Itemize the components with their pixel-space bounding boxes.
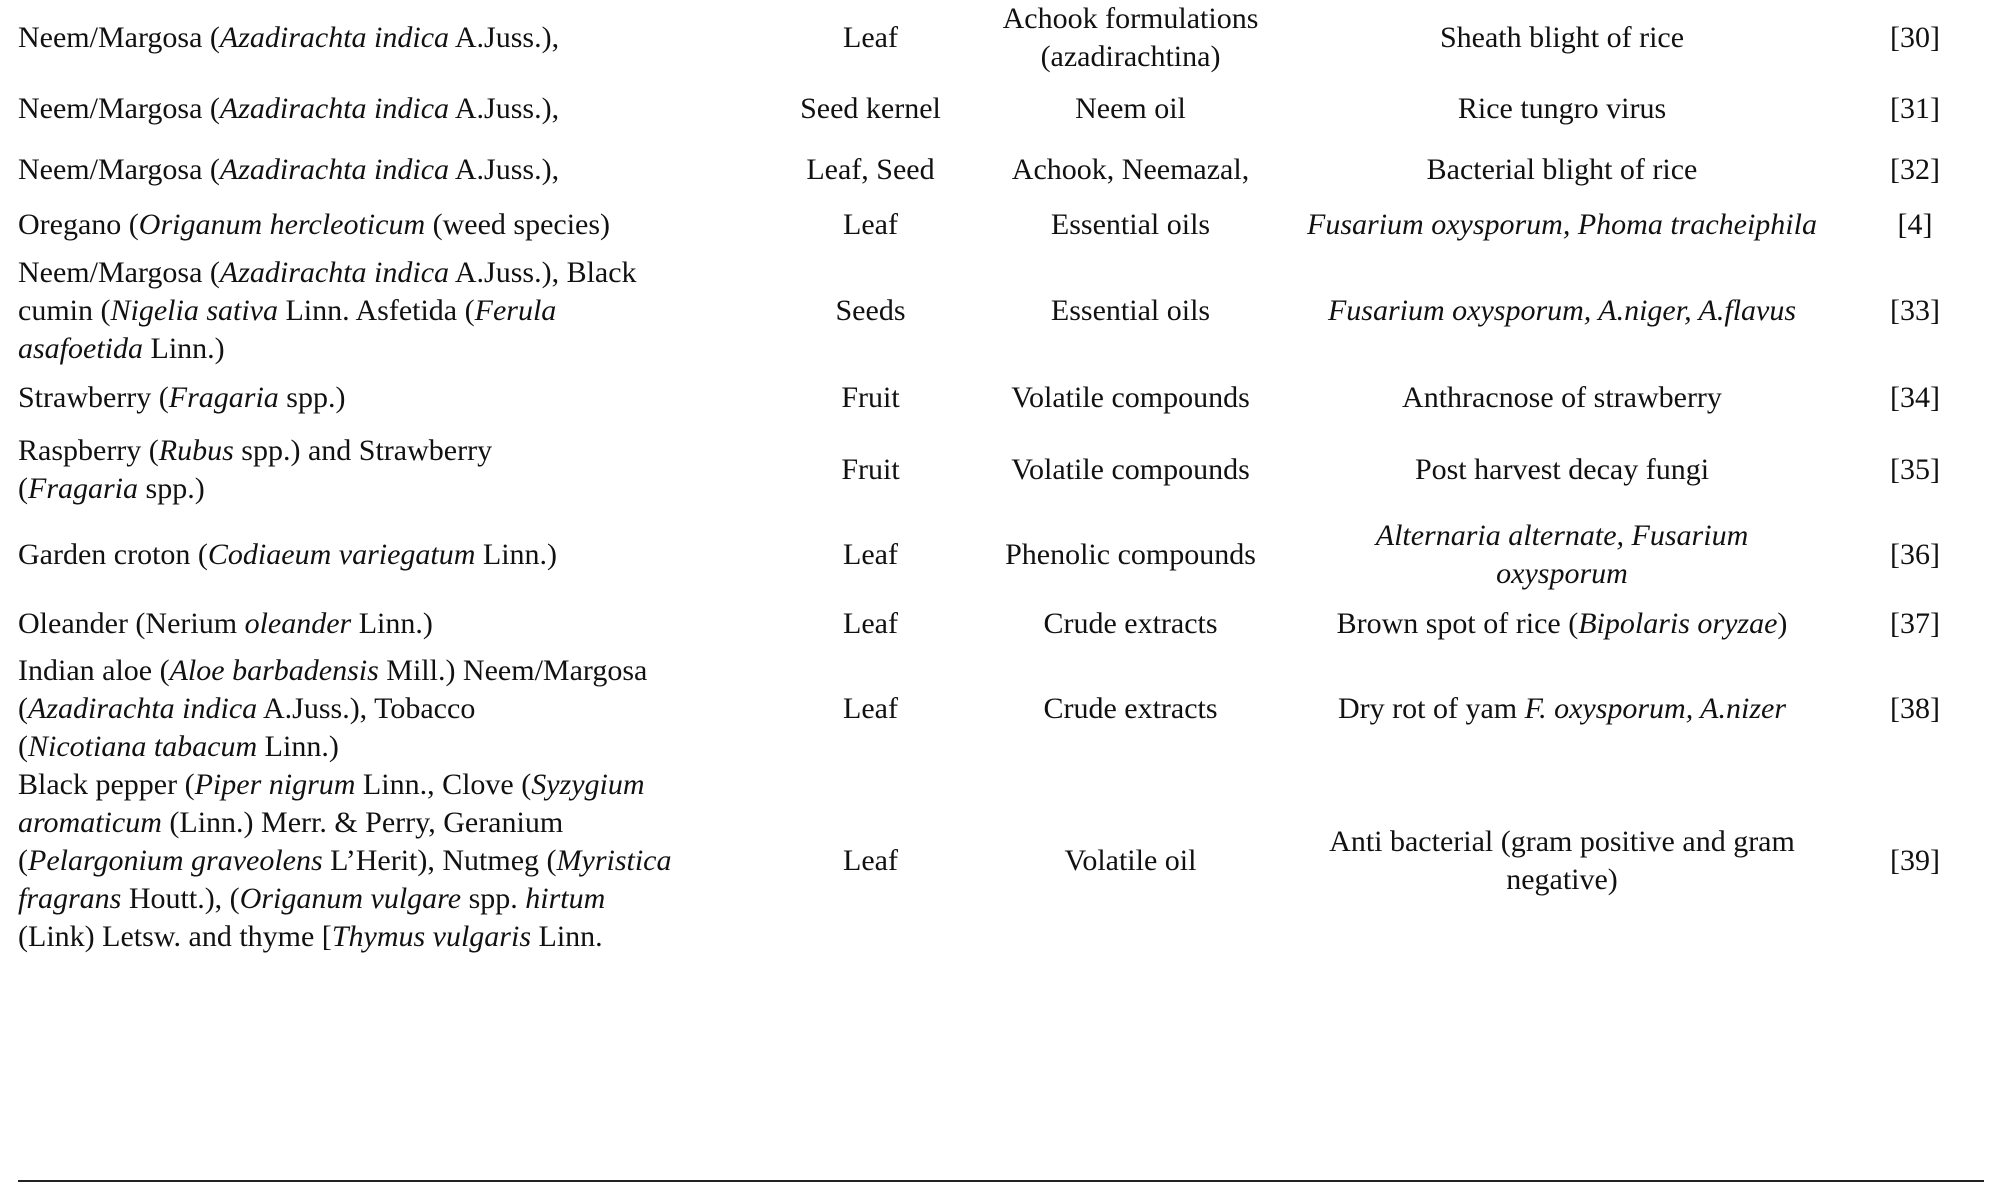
formulation-cell <box>983 0 1278 76</box>
target-disease-cell <box>1278 426 1846 514</box>
italic-text: Pelargonium graveolens <box>28 844 323 877</box>
text-run: Black pepper ( <box>18 768 195 801</box>
text-run: Neem/Margosa ( <box>18 256 220 289</box>
plant-part-cell: Leaf <box>843 607 898 640</box>
text-run: ) <box>1777 607 1788 640</box>
target-disease-cell <box>1278 596 1846 652</box>
text-run: A.Juss.), Tobacco <box>257 692 476 725</box>
text-run: Linn. Asfetida ( <box>277 294 475 327</box>
text-run: ( <box>18 844 28 877</box>
plant-part-cell: Leaf <box>843 538 898 571</box>
target-disease-cell <box>1278 370 1846 426</box>
formulation-cell <box>983 652 1278 766</box>
text-run: Linn.) <box>475 538 558 571</box>
plant-name-cell <box>18 652 758 766</box>
target-disease-cell <box>1278 252 1846 370</box>
reference-cell: [37] <box>1890 607 1940 640</box>
text-run: spp.) and Strawberry <box>233 434 493 467</box>
table-row <box>18 0 1984 76</box>
plant-name-cell <box>18 197 758 252</box>
plant-part-cell: Leaf <box>843 692 898 725</box>
italic-text: Bipolaris oryzae <box>1578 607 1778 640</box>
italic-text: Codiaeum variegatum <box>207 538 476 571</box>
text-run: Mill.) Neem/Margosa <box>378 654 648 687</box>
text-run: Linn.) <box>257 730 339 763</box>
plant-part-cell: Leaf <box>843 21 898 54</box>
text-run: spp.) <box>138 472 205 505</box>
text-run: Strawberry ( <box>18 381 169 414</box>
text-run: Linn.) <box>351 607 433 640</box>
table-row <box>18 370 1984 426</box>
text-run: spp.) <box>278 381 346 414</box>
plant-part-cell: Leaf <box>843 207 898 241</box>
plant-part-cell: Seed kernel <box>800 92 941 125</box>
text-run: Essential oils <box>1050 207 1211 241</box>
table-body <box>18 0 1984 956</box>
text-run: Indian aloe ( <box>18 654 170 687</box>
text-run: Volatile oil <box>1064 844 1197 877</box>
italic-text: Fragaria <box>28 472 139 505</box>
text-run: Dry rot of yam <box>1337 692 1525 725</box>
text-run: cumin ( <box>18 294 111 327</box>
text-run: Rice tungro virus <box>1457 92 1667 125</box>
italic-text: aromaticum <box>18 806 162 839</box>
reference-cell: [38] <box>1890 692 1940 725</box>
formulation-cell <box>983 426 1278 514</box>
table-row <box>18 596 1984 652</box>
plant-name-cell <box>18 596 758 652</box>
plant-name-cell <box>18 370 758 426</box>
text-run: Crude extracts <box>1043 607 1218 640</box>
italic-text: oxysporum <box>1496 557 1628 590</box>
italic-text: Origanum vulgare <box>239 882 462 915</box>
text-run: ( <box>18 730 28 763</box>
italic-text: Piper nigrum <box>194 768 356 801</box>
table-row <box>18 652 1984 766</box>
formulation-cell <box>983 370 1278 426</box>
italic-text: Ferula <box>474 294 557 327</box>
italic-text: Azadirachta indica <box>219 256 450 289</box>
text-run: negative) <box>1506 863 1618 896</box>
text-run: (Link) Letsw. and thyme [ <box>18 920 332 953</box>
table-row <box>18 76 1984 142</box>
text-run: Achook formulations <box>1002 2 1259 35</box>
italic-text: Fusarium oxysporum, Phoma tracheiphila <box>1307 207 1817 241</box>
reference-cell: [31] <box>1890 92 1940 125</box>
reference-cell: [4] <box>1897 207 1933 241</box>
text-run: Linn.) <box>143 332 225 365</box>
text-run: A.Juss.), Black <box>449 256 637 289</box>
plant-part-cell: Fruit <box>841 381 900 414</box>
italic-text: Nigelia sativa <box>110 294 278 327</box>
text-run: ( <box>18 692 28 725</box>
text-run: Post harvest decay fungi <box>1414 453 1710 486</box>
italic-text: Rubus <box>158 434 234 467</box>
text-run: Volatile compounds <box>1011 381 1250 414</box>
plant-extract-table-wrapper <box>18 0 1984 956</box>
text-run: A.Juss.), <box>449 21 560 54</box>
reference-cell: [39] <box>1890 844 1940 877</box>
text-run: Neem/Margosa ( <box>18 21 220 54</box>
target-disease-cell <box>1278 142 1846 197</box>
text-run: spp. <box>461 882 526 915</box>
reference-cell: [34] <box>1890 381 1940 414</box>
target-disease-cell <box>1278 0 1846 76</box>
text-run: Bacterial blight of rice <box>1426 152 1698 186</box>
table-row <box>18 514 1984 596</box>
formulation-cell <box>983 252 1278 370</box>
text-run: Phenolic compounds <box>1005 538 1256 571</box>
plant-name-cell <box>18 252 758 370</box>
text-run: Brown spot of rice ( <box>1336 607 1579 640</box>
plant-extract-table <box>18 0 1984 956</box>
italic-text: Aloe barbadensis <box>169 654 379 687</box>
target-disease-cell <box>1278 76 1846 142</box>
table-row <box>18 426 1984 514</box>
table-row <box>18 766 1984 956</box>
text-run: Linn., Clove ( <box>355 768 532 801</box>
target-disease-cell <box>1278 514 1846 596</box>
italic-text: Nicotiana tabacum <box>28 730 258 763</box>
text-run: Essential oils <box>1050 294 1211 327</box>
formulation-cell <box>983 514 1278 596</box>
table-row <box>18 142 1984 197</box>
text-run: Garden croton ( <box>18 538 208 571</box>
plant-name-cell <box>18 766 758 956</box>
formulation-cell <box>983 766 1278 956</box>
plant-name-cell <box>18 426 758 514</box>
text-run: L’Herit), Nutmeg ( <box>322 844 557 877</box>
plant-part-cell: Leaf <box>843 844 898 877</box>
target-disease-cell <box>1278 766 1846 956</box>
italic-text: Azadirachta indica <box>219 21 450 54</box>
text-run: Achook, Neemazal, <box>1011 152 1250 186</box>
text-run: (azadirachtina) <box>1040 40 1221 73</box>
text-run: A.Juss.), <box>449 92 560 125</box>
text-run: Neem/Margosa ( <box>18 152 220 186</box>
text-run: (weed species) <box>425 207 611 241</box>
italic-text: Thymus vulgaris <box>331 920 531 953</box>
text-run: Linn. <box>531 920 603 953</box>
reference-cell: [35] <box>1890 453 1940 486</box>
italic-text: Azadirachta indica <box>219 152 450 186</box>
italic-text: Azadirachta indica <box>28 692 258 725</box>
italic-text: asafoetida <box>18 332 143 365</box>
target-disease-cell <box>1278 652 1846 766</box>
text-run: Neem/Margosa ( <box>18 92 220 125</box>
italic-text: oleander <box>244 607 352 640</box>
plant-name-cell <box>18 76 758 142</box>
text-run: Crude extracts <box>1043 692 1218 725</box>
reference-cell: [36] <box>1890 538 1940 571</box>
formulation-cell <box>983 76 1278 142</box>
italic-text: Fragaria <box>168 381 279 414</box>
formulation-cell <box>983 142 1278 197</box>
italic-text: Myristica <box>556 844 672 877</box>
text-run: Raspberry ( <box>18 434 159 467</box>
plant-name-cell <box>18 142 758 197</box>
text-run: Sheath blight of rice <box>1439 21 1685 54</box>
target-disease-cell <box>1278 197 1846 252</box>
text-run: (Linn.) Merr. & Perry, Geranium <box>161 806 564 839</box>
text-run: Anthracnose of strawberry <box>1402 381 1722 414</box>
italic-text: Fusarium oxysporum, A.niger, A.flavus <box>1327 294 1797 327</box>
italic-text: Alternaria alternate, Fusarium <box>1375 519 1749 552</box>
italic-text: Origanum hercleoticum <box>138 207 426 241</box>
italic-text: fragrans <box>18 882 122 915</box>
formulation-cell <box>983 197 1278 252</box>
italic-text: Azadirachta indica <box>219 92 450 125</box>
italic-text: Syzygium <box>531 768 645 801</box>
text-run: Oleander (Nerium <box>18 607 245 640</box>
table-bottom-rule <box>18 1180 1984 1182</box>
plant-name-cell <box>18 514 758 596</box>
plant-name-cell <box>18 0 758 76</box>
italic-text: F. oxysporum, A.nizer <box>1524 692 1786 725</box>
plant-part-cell: Leaf, Seed <box>806 152 935 186</box>
text-run: Neem oil <box>1075 92 1186 125</box>
formulation-cell <box>983 596 1278 652</box>
text-run: Anti bacterial (gram positive and gram <box>1329 825 1795 858</box>
table-row <box>18 252 1984 370</box>
plant-part-cell: Fruit <box>841 453 900 486</box>
text-run: A.Juss.), <box>449 152 560 186</box>
table-row <box>18 197 1984 252</box>
text-run: Oregano ( <box>18 207 139 241</box>
text-run: ( <box>18 472 28 505</box>
reference-cell: [32] <box>1890 152 1940 186</box>
text-run: Houtt.), ( <box>121 882 240 915</box>
italic-text: hirtum <box>525 882 606 915</box>
reference-cell: [30] <box>1890 21 1940 54</box>
text-run: Volatile compounds <box>1011 453 1250 486</box>
plant-part-cell: Seeds <box>835 294 906 327</box>
reference-cell: [33] <box>1890 294 1940 327</box>
